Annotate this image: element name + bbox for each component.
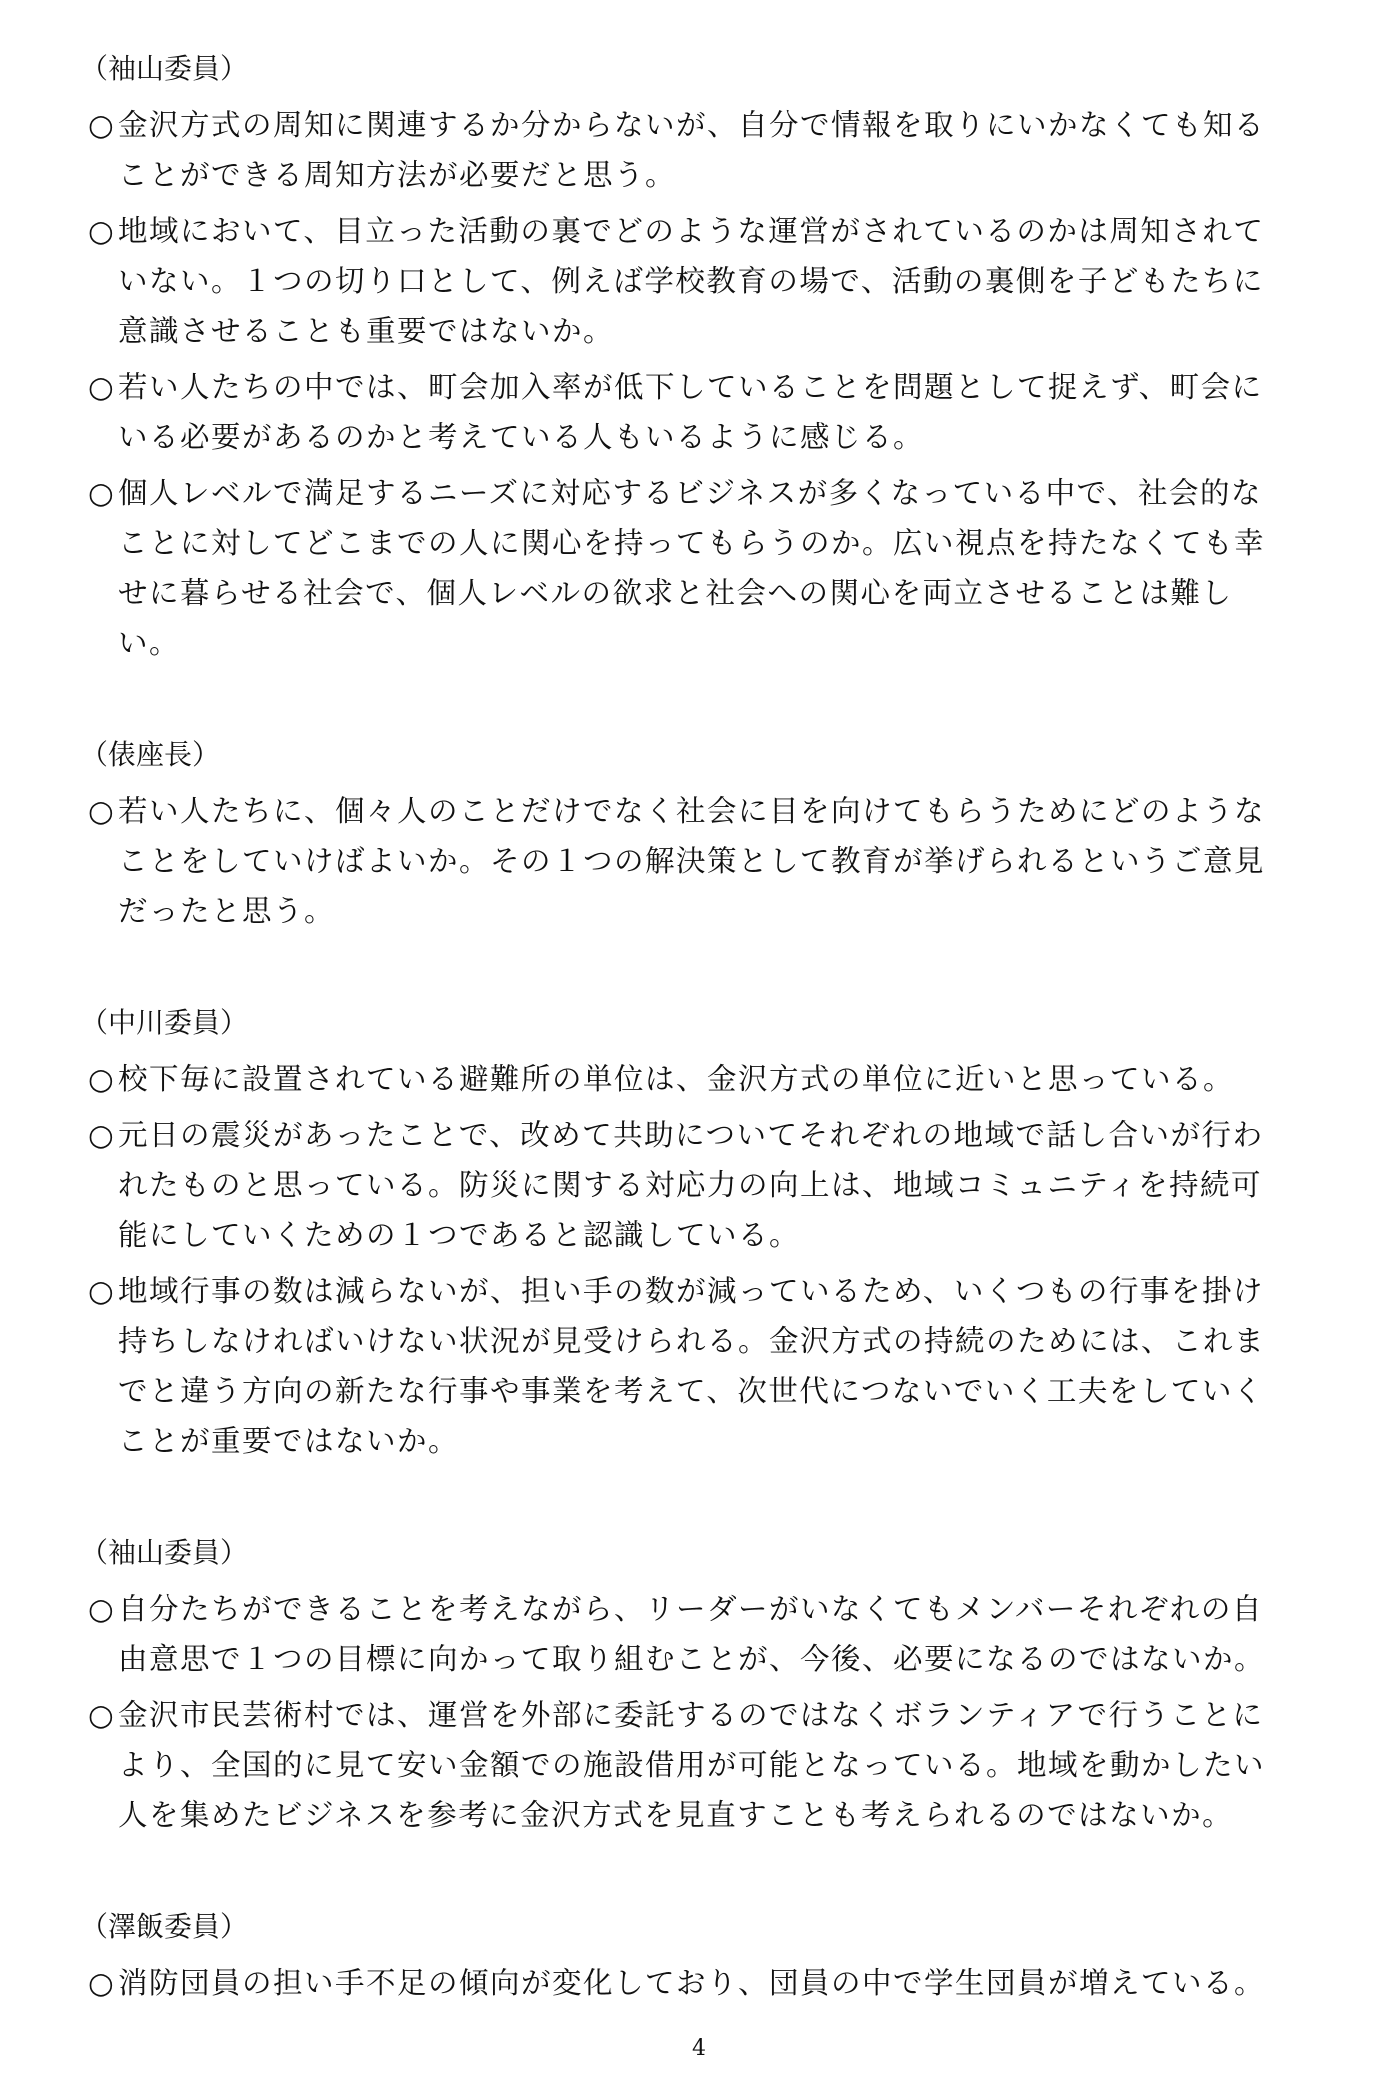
speaker-label: （澤飯委員） xyxy=(80,1910,249,1943)
speaker-section xyxy=(80,998,1330,1466)
minutes-content xyxy=(80,44,1330,2014)
speaker-section xyxy=(80,1902,1330,2008)
page-number: 4 xyxy=(692,2036,706,2061)
comment-item: ○ 金沢市民芸術村では、運営を外部に委託するのではなくボランティアで行うことにより、全国的に見て安い金額での施設借用が可能となっている。地域を動かしたい人を集めたビジネスを参考に金沢方式を見直すことも考えられるのではないか。 xyxy=(80,1690,1280,1840)
speaker-label: （中川委員） xyxy=(80,1006,249,1039)
comment-item: ○ 地域行事の数は減らないが、担い手の数が減っているため、いくつもの行事を掛け持ちしなければいけない状況が見受けられる。金沢方式の持続のためには、これまでと違う方向の新たな行事や事業を考えて、次世代につないでいく工夫をしていくことが重要ではないか。 xyxy=(80,1266,1280,1466)
comment-item: ○ 個人レベルで満足するニーズに対応するビジネスが多くなっている中で、社会的なことに対してどこまでの人に関心を持ってもらうのか。広い視点を持たなくても幸せに暮らせる社会で、個人レベルの欲求と社会への関心を両立させることは難しい。 xyxy=(80,468,1280,668)
comment-item: ○ 地域において、目立った活動の裏でどのような運営がされているのかは周知されていない。１つの切り口として、例えば学校教育の場で、活動の裏側を子どもたちに意識させることも重要ではないか。 xyxy=(80,206,1280,356)
comment-item: ○ 自分たちができることを考えながら、リーダーがいなくてもメンバーそれぞれの自由意思で１つの目標に向かって取り組むことが、今後、必要になるのではないか。 xyxy=(80,1584,1280,1684)
speaker-label: （袖山委員） xyxy=(80,1536,249,1569)
speaker-section xyxy=(80,1528,1330,1840)
comment-item: ○ 消防団員の担い手不足の傾向が変化しており、団員の中で学生団員が増えている。 xyxy=(80,1958,1280,2008)
comment-item: ○ 若い人たちに、個々人のことだけでなく社会に目を向けてもらうためにどのようなことをしていけばよいか。その１つの解決策として教育が挙げられるというご意見だったと思う。 xyxy=(80,786,1280,936)
speaker-section xyxy=(80,44,1330,668)
comment-item: ○ 金沢方式の周知に関連するか分からないが、自分で情報を取りにいかなくても知ることができる周知方法が必要だと思う。 xyxy=(80,100,1280,200)
speaker-section xyxy=(80,730,1330,936)
speaker-label: （俵座長） xyxy=(80,738,221,771)
speaker-label: （袖山委員） xyxy=(80,52,249,85)
comment-item: ○ 元日の震災があったことで、改めて共助についてそれぞれの地域で話し合いが行われたものと思っている。防災に関する対応力の向上は、地域コミュニティを持続可能にしていくための１つであると認識している。 xyxy=(80,1110,1280,1260)
comment-item: ○ 若い人たちの中では、町会加入率が低下していることを問題として捉えず、町会にいる必要があるのかと考えている人もいるように感じる。 xyxy=(80,362,1280,462)
comment-item: ○ 校下毎に設置されている避難所の単位は、金沢方式の単位に近いと思っている。 xyxy=(80,1054,1280,1104)
